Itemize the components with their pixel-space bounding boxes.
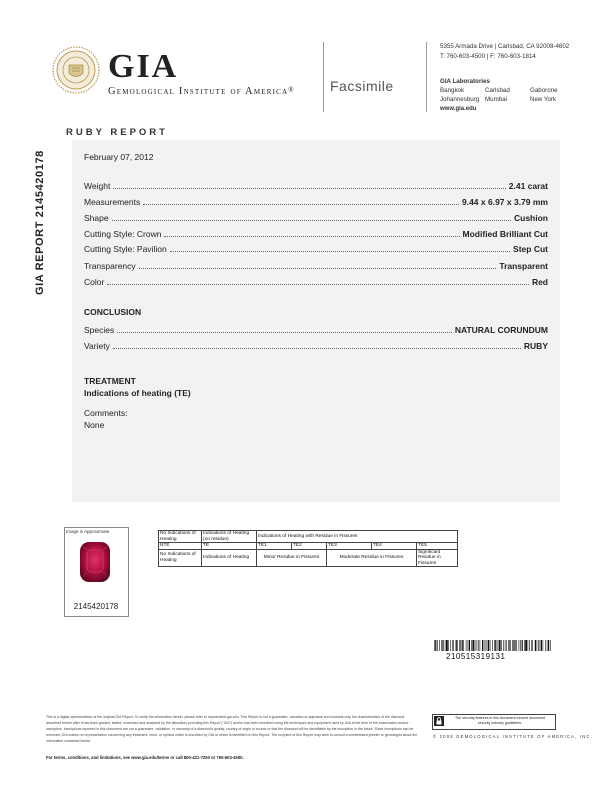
barcode-bar bbox=[434, 640, 435, 651]
facsimile-label: Facsimile bbox=[330, 78, 394, 94]
barcode-bar bbox=[524, 640, 525, 651]
heat-desc: Moderate Residue in Fissures bbox=[327, 549, 417, 567]
barcode-bar bbox=[482, 640, 483, 651]
ruby-image bbox=[78, 540, 112, 584]
lab-address: 5355 Armada Drive | Carlsbad, CA 92008-4602 T: 760-603-4500 | F: 760-603-1814 bbox=[440, 43, 570, 60]
barcode-bar bbox=[459, 640, 460, 651]
field-variety: Variety RUBY bbox=[84, 341, 548, 351]
field-transparency: Transparency Transparent bbox=[84, 261, 548, 271]
lab-locations: GIA Laboratories Bangkok Carlsbad Gaborone Johannesburg Mumbai New York bbox=[440, 78, 558, 103]
header-divider-2 bbox=[426, 42, 427, 112]
barcode-bar bbox=[528, 640, 529, 651]
heat-desc: Indications of Heating bbox=[202, 549, 257, 567]
barcode-bar bbox=[506, 640, 507, 651]
barcode-bar bbox=[541, 640, 542, 651]
barcode-bar bbox=[508, 640, 509, 651]
barcode-bar bbox=[469, 640, 470, 651]
heat-desc: Minor Residue in Fissures bbox=[257, 549, 327, 567]
barcode-bar bbox=[462, 640, 463, 651]
barcode-bar bbox=[501, 640, 502, 651]
barcode-bar bbox=[468, 640, 469, 651]
field-crown: Cutting Style: Crown Modified Brilliant Cut bbox=[84, 229, 548, 239]
heat-desc: No Indications of Heating bbox=[159, 549, 202, 567]
barcode-bar bbox=[445, 640, 446, 651]
barcode-bar bbox=[463, 640, 464, 651]
barcode-bar bbox=[545, 640, 546, 651]
heat-code: TE1 bbox=[257, 543, 292, 550]
institute-name: Gemological Institute of America® bbox=[108, 86, 295, 97]
barcode-bar bbox=[484, 640, 485, 651]
barcode-bar bbox=[532, 640, 533, 651]
barcode-bar bbox=[487, 640, 488, 651]
barcode-bar bbox=[550, 640, 551, 651]
barcode-bar bbox=[448, 640, 449, 651]
barcode-bar bbox=[480, 640, 481, 651]
barcode-bar bbox=[538, 640, 539, 651]
barcode-bar bbox=[450, 640, 451, 651]
barcode-bar bbox=[486, 640, 487, 651]
comments-value: None bbox=[84, 420, 105, 430]
image-approx-label: Image is Approximate bbox=[66, 529, 110, 534]
barcode-bar bbox=[514, 640, 515, 651]
barcode-bar bbox=[441, 640, 442, 651]
security-notice-text: The security features in this document exceed document security industry guidelines. bbox=[454, 716, 546, 725]
barcode-bar bbox=[466, 640, 467, 651]
barcode-bar bbox=[488, 640, 489, 651]
heating-key-table bbox=[158, 530, 458, 567]
barcode-bar bbox=[478, 640, 479, 651]
field-pavilion: Cutting Style: Pavilion Step Cut bbox=[84, 244, 548, 254]
heat-code: TE bbox=[202, 543, 257, 550]
barcode-bar bbox=[503, 640, 504, 651]
barcode-bar bbox=[471, 640, 472, 651]
barcode-bar bbox=[452, 640, 453, 651]
barcode-bar bbox=[439, 640, 440, 651]
barcode-bar bbox=[520, 640, 521, 651]
barcode bbox=[434, 640, 552, 651]
thumbnail-report-number: 2145420178 bbox=[73, 602, 119, 611]
barcode-bar bbox=[477, 640, 478, 651]
barcode-bar bbox=[437, 640, 438, 651]
report-title: RUBY REPORT bbox=[66, 127, 168, 138]
barcode-bar bbox=[475, 640, 476, 651]
barcode-bar bbox=[435, 640, 436, 651]
barcode-bar bbox=[442, 640, 443, 651]
heat-desc: Significant Residue in Fissures bbox=[417, 549, 458, 567]
logo-text: GIA bbox=[108, 48, 179, 85]
gia-seal-icon bbox=[52, 46, 100, 94]
field-color: Color Red bbox=[84, 277, 548, 287]
side-report-number: GIA REPORT 2145420178 bbox=[34, 150, 46, 295]
barcode-bar bbox=[516, 640, 517, 651]
field-species: Species NATURAL CORUNDUM bbox=[84, 325, 548, 335]
barcode-bar bbox=[525, 640, 527, 651]
barcode-bar bbox=[519, 640, 520, 651]
barcode-bar bbox=[540, 640, 541, 651]
barcode-bar bbox=[505, 640, 506, 651]
barcode-number: 210515319131 bbox=[446, 652, 506, 661]
treatment-heading: TREATMENT bbox=[84, 376, 136, 386]
heat-header-no-indications: No Indications of Heating bbox=[159, 531, 202, 543]
heat-code: TE3 bbox=[327, 543, 372, 550]
heat-header-indications: Indications of Heating (no residue) bbox=[202, 531, 257, 543]
barcode-bar bbox=[492, 640, 493, 651]
barcode-bar bbox=[460, 640, 461, 651]
copyright-text: © 2008 GEMOLOGICAL INSTITUTE OF AMERICA, INC. bbox=[433, 734, 594, 739]
barcode-bar bbox=[537, 640, 538, 651]
comments-label: Comments: bbox=[84, 408, 128, 418]
heat-code: TE2 bbox=[292, 543, 327, 550]
barcode-bar bbox=[490, 640, 491, 651]
barcode-bar bbox=[457, 640, 458, 651]
heat-code: TE5 bbox=[417, 543, 458, 550]
field-weight: Weight 2.41 carat bbox=[84, 181, 548, 191]
barcode-bar bbox=[548, 640, 549, 651]
barcode-bar bbox=[535, 640, 536, 651]
barcode-bar bbox=[472, 640, 474, 651]
barcode-bar bbox=[495, 640, 496, 651]
lock-icon bbox=[434, 716, 444, 726]
barcode-bar bbox=[510, 640, 511, 651]
heat-code: NTE bbox=[159, 543, 202, 550]
barcode-bar bbox=[446, 640, 448, 651]
disclaimer-text: This is a digital representation of the original GIA Report. To verify the information herein, please refer to reportcheck.gia.edu. This Report is not a guarantee, valuation or appraisal and contains only the characteristics of the diamond described herein after it has been graded, tested, examined and analyzed by the laboratory providing this Report ("GIA") and/or has been inscribed using the techniques and equipment used by GIA at the time of the examination and/or inscription. Inscriptions reported in this document are not a guarantee, validation, or warranty of a diamond's quality, country of origin or source or that the diamond will be identifiable by the inscription in the future. Since inscriptions can be removed, GIA makes no representation concerning any treatment, recut, or symbol which is inscribed by GIA or which is identified on this Report. The recipient of this Report may wish to consult a credentialed jeweler or gemologist about the information contained herein. bbox=[46, 715, 418, 743]
barcode-bar bbox=[522, 640, 523, 651]
treatment-value: Indications of heating (TE) bbox=[84, 388, 191, 398]
barcode-bar bbox=[494, 640, 495, 651]
heat-code: TE4 bbox=[372, 543, 417, 550]
barcode-bar bbox=[543, 640, 544, 651]
terms-text: For terms, conditions, and limitations, see www.gia.edu/terms or call 800-421-7250 or 760-603-4500. bbox=[46, 755, 244, 760]
barcode-bar bbox=[512, 640, 513, 651]
conclusion-heading: CONCLUSION bbox=[84, 307, 142, 317]
barcode-bar bbox=[513, 640, 514, 651]
field-measurements: Measurements 9.44 x 6.97 x 3.79 mm bbox=[84, 197, 548, 207]
field-shape: Shape Cushion bbox=[84, 213, 548, 223]
barcode-bar bbox=[453, 640, 454, 651]
barcode-bar bbox=[529, 640, 530, 651]
barcode-bar bbox=[456, 640, 457, 651]
barcode-bar bbox=[498, 640, 499, 651]
header-divider-1 bbox=[323, 42, 324, 112]
heat-header-residue: Indications of Heating with Residue in Fissures bbox=[257, 531, 458, 543]
barcode-bar bbox=[531, 640, 532, 651]
report-date: February 07, 2012 bbox=[84, 152, 154, 162]
barcode-bar bbox=[499, 640, 501, 651]
barcode-bar bbox=[547, 640, 548, 651]
website-link[interactable]: www.gia.edu bbox=[440, 106, 477, 112]
